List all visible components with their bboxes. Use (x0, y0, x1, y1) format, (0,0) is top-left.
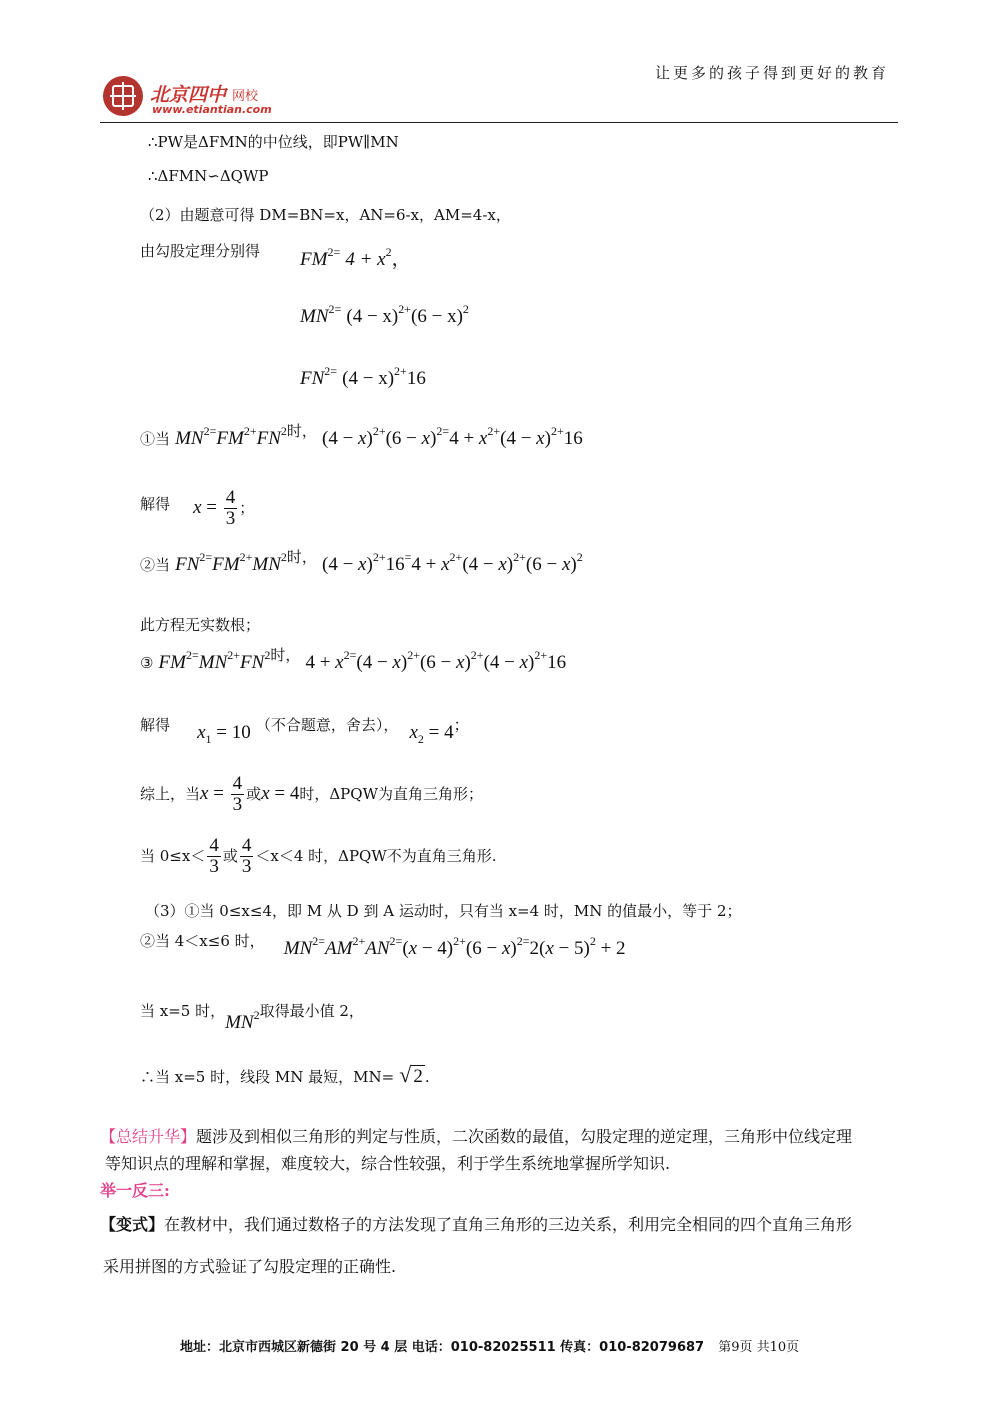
logo-icon (103, 76, 143, 116)
variant-label: 【变式】 (100, 1215, 165, 1234)
footer-page: 第9页 共10页 (718, 1340, 800, 1355)
conclusion-right: 综上，当x = $\frac{4}{3}$ 或x = 4时，ΔPQW为直角三角形； (140, 773, 483, 815)
sqrt-two: √ 2 (399, 1062, 423, 1087)
solve-3: 解得 $x_1 = 10$ （不合题意，舍去）， $x_2 = 4$； (140, 716, 469, 746)
footer (180, 1336, 799, 1355)
line-midline: ∴PW是ΔFMN的中位线，即PW∥MN (148, 133, 399, 151)
line-no-root: 此方程无实数根； (140, 616, 261, 634)
line-part2: （2）由题意可得 DM=BN=x，AN=6-x，AM=4-x， (140, 206, 511, 224)
logo-url: www.etiantian.com (152, 103, 272, 116)
summary-label: 【总结升华】 (100, 1127, 197, 1146)
line-pythagoras: 由勾股定理分别得 (140, 242, 261, 260)
header-divider (100, 122, 898, 123)
eq-mn2: $MN^{2=}$ $(4 - x)^{2+}(6 - x)^2$ (300, 302, 469, 327)
case-2: ②当 $FN^{2=}FM^{2+}MN^2$时， $(4 - x)^{2+}16^=4 + x^{2+}(4 - x)^{2+}(6 - x)^2$ (140, 548, 583, 575)
min-value-line: 当 x=5 时，$MN^2$取得最小值 2， (140, 1002, 364, 1033)
line-part3: （3）①当 0≤x≤4，即 M 从 D 到 A 运动时，只有当 x=4 时，MN 的值最小，等于 2； (145, 902, 742, 920)
header-slogan: 让更多的孩子得到更好的教育 (655, 64, 890, 82)
summary-line-1: 【总结升华】题涉及到相似三角形的判定与性质，二次函数的最值，勾股定理的逆定理，三角形中位线定理 (100, 1127, 853, 1146)
final-answer: ∴当 x=5 时，线段 MN 最短，MN= √ 2 . (140, 1062, 430, 1087)
case-3: ③ $FM^{2=}MN^{2+}FN^2$时， $4 + x^{2=}(4 - x)^{2+}(6 - x)^{2+}(4 - x)^{2+}16$ (140, 646, 567, 673)
case-1: ①当 $MN^{2=}FM^{2+}FN^2$时， $(4 - x)^{2+}(6 - x)^{2=}4 + x^{2+}(4 - x)^{2+}16$ (140, 422, 583, 449)
conclusion-not-right: 当 0≤x＜ $\frac{4}{3}$ 或 $\frac{4}{3}$ ＜x＜4 时，ΔPQW不为直角三角形. (140, 835, 497, 877)
variant-line-1: 【变式】在教材中，我们通过数格子的方法发现了直角三角形的三边关系，利用完全相同的四个直角三角形 (100, 1215, 853, 1234)
fraction-four-thirds: $\frac{4}{3}$ (225, 487, 236, 529)
eq-fm2: $FM^{2=}$ $4 + x^2$， (300, 245, 411, 270)
summary-line-2: 等知识点的理解和掌握，难度较大，综合性较强，利于学生系统地掌握所学知识. (105, 1154, 671, 1173)
extend-label: 举一反三: (100, 1181, 170, 1200)
part3-case2: ②当 4＜x≤6 时， $MN^{2=}AM^{2+}AN^{2=}(x - 4)^{2+}(6 - x)^{2=}2(x - 5)^2 + 2$ (140, 932, 626, 959)
variant-line-2: 采用拼图的方式验证了勾股定理的正确性. (103, 1257, 397, 1276)
logo-name: 北京四中 (150, 84, 227, 106)
footer-address: 地址：北京市西城区新德街 20 号 4 层 电话：010-82025511 传真：010-82079687 (180, 1340, 705, 1355)
logo-suffix: 网校 (232, 89, 259, 104)
solve-1: 解得 x = $\frac{4}{3}$ ； (140, 487, 255, 529)
line-similar: ∴ΔFMN∽ΔQWP (148, 167, 269, 185)
eq-fn2: $FN^{2=}$ $(4 - x)^{2+}16$ (300, 364, 426, 389)
